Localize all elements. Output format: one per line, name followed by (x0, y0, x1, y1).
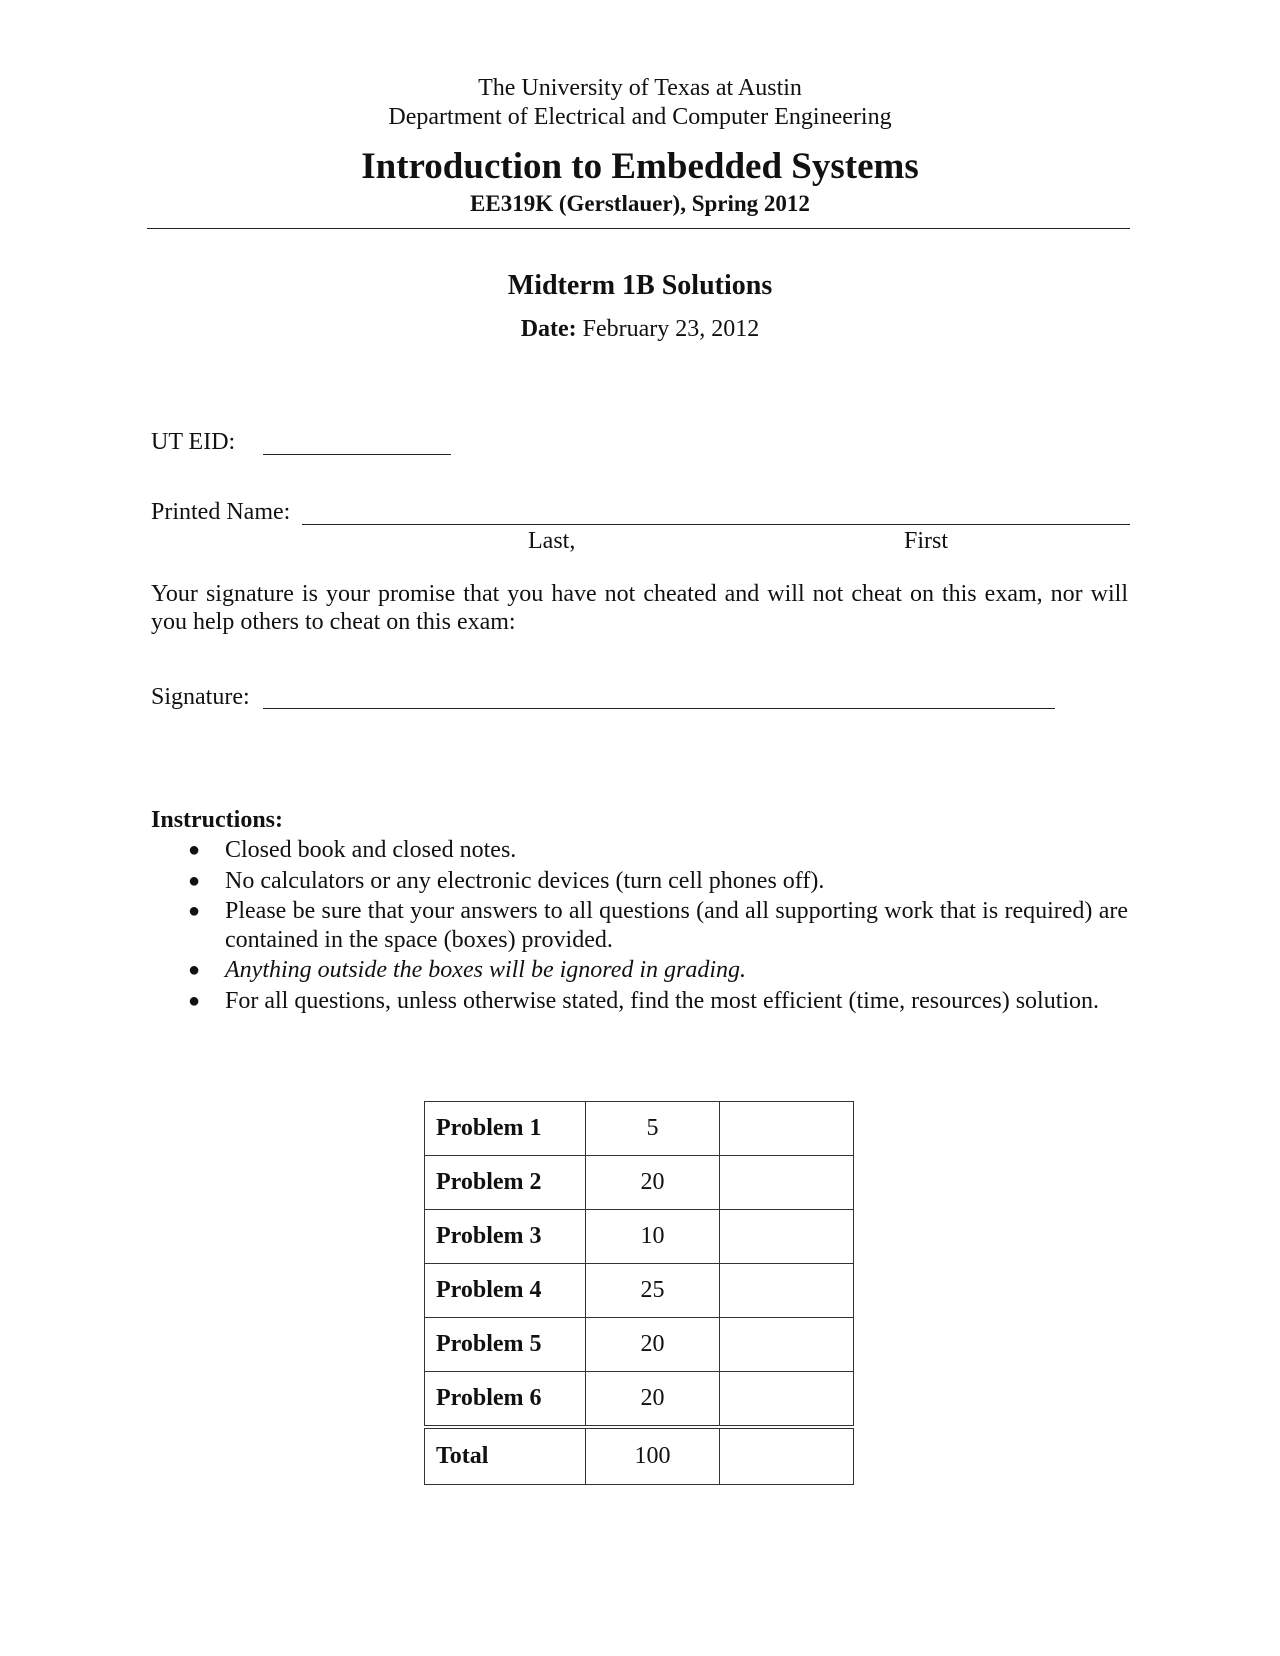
problem-points: 5 (586, 1102, 720, 1156)
instruction-item: ● No calculators or any electronic devices (turn cell phones off). (188, 867, 825, 894)
last-name-caption: Last, (528, 528, 576, 554)
problem-score-cell[interactable] (720, 1156, 854, 1210)
problem-score-cell[interactable] (720, 1318, 854, 1372)
table-row (425, 1318, 854, 1372)
signature-label: Signature: (151, 684, 250, 710)
table-row (425, 1264, 854, 1318)
name-blank[interactable] (302, 524, 1130, 525)
problem-name: Problem 5 (425, 1318, 586, 1372)
instructions-list (151, 836, 1128, 1017)
date-label: Date: (520, 316, 577, 342)
pledge-text: Your signature is your promise that you have not cheated and will not cheat on this exam, nor will you help others to cheat on this exam: (151, 581, 1128, 635)
table-row (425, 1210, 854, 1264)
instruction-item: ● For all questions, unless otherwise stated, find the most efficient (time, resources) solution. (188, 987, 1100, 1014)
score-table (424, 1101, 854, 1485)
table-row (425, 1102, 854, 1156)
table-row (425, 1156, 854, 1210)
problem-name: Problem 2 (425, 1156, 586, 1210)
exam-title: Midterm 1B Solutions (507, 270, 773, 301)
total-points: 100 (586, 1427, 720, 1485)
problem-points: 20 (586, 1156, 720, 1210)
signature-blank[interactable] (263, 708, 1055, 709)
bullet-icon: ● (188, 839, 201, 861)
department-name: Department of Electrical and Computer Engineering (388, 104, 892, 130)
problem-score-cell[interactable] (720, 1102, 854, 1156)
name-label: Printed Name: (151, 499, 291, 525)
course-title: Introduction to Embedded Systems (361, 146, 919, 187)
eid-label: UT EID: (151, 429, 236, 455)
date-value: February 23, 2012 (582, 316, 760, 342)
first-name-caption: First (904, 528, 949, 554)
problem-score-cell[interactable] (720, 1210, 854, 1264)
problem-name: Problem 4 (425, 1264, 586, 1318)
instruction-item: ● Closed book and closed notes. (188, 837, 517, 863)
problem-points: 20 (586, 1318, 720, 1372)
total-label: Total (425, 1427, 586, 1485)
problem-score-cell[interactable] (720, 1372, 854, 1428)
bullet-icon: ● (188, 959, 201, 981)
problem-name: Problem 6 (425, 1372, 586, 1428)
total-row (425, 1427, 854, 1485)
bullet-icon: ● (188, 989, 201, 1012)
course-subtitle: EE319K (Gerstlauer), Spring 2012 (470, 191, 810, 216)
bullet-icon: ● (188, 900, 201, 922)
total-score-cell[interactable] (720, 1427, 854, 1485)
header-divider (147, 228, 1130, 229)
university-name: The University of Texas at Austin (478, 75, 802, 101)
problem-score-cell[interactable] (720, 1264, 854, 1318)
instruction-item: ● Please be sure that your answers to all questions (and all supporting work that is required) are contained in the space (boxes) provided. (188, 898, 1128, 953)
problem-points: 25 (586, 1264, 720, 1318)
problem-name: Problem 1 (425, 1102, 586, 1156)
problem-points: 10 (586, 1210, 720, 1264)
instruction-item: ● Anything outside the boxes will be ignored in grading. (188, 957, 747, 983)
exam-date (0, 314, 1280, 344)
instructions-heading: Instructions: (151, 807, 284, 833)
eid-blank[interactable] (263, 454, 451, 455)
table-row (425, 1372, 854, 1428)
problem-name: Problem 3 (425, 1210, 586, 1264)
problem-points: 20 (586, 1372, 720, 1428)
bullet-icon: ● (188, 869, 201, 892)
